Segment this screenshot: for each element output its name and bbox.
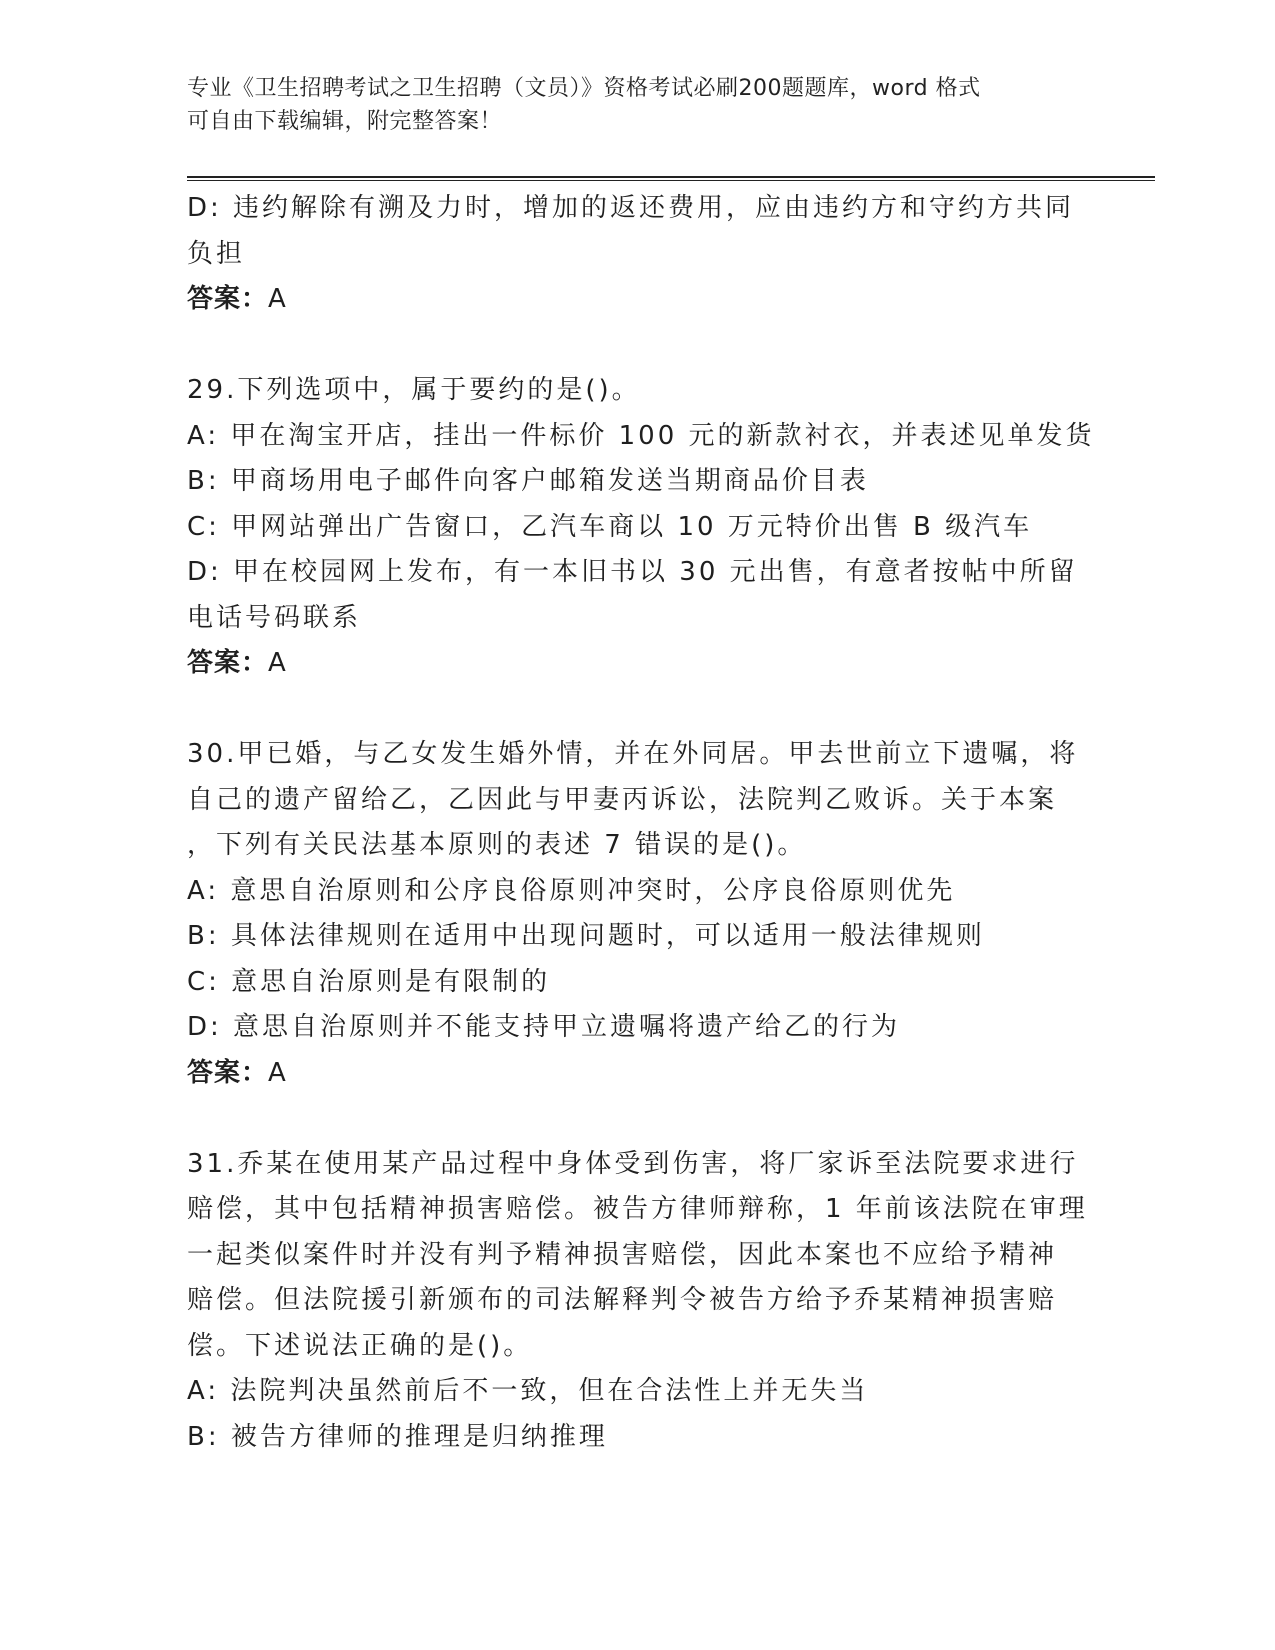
answer-value: A [268, 284, 287, 314]
option-b: B: 具体法律规则在适用中出现问题时，可以适用一般法律规则 [187, 921, 985, 951]
question-28-continued [187, 186, 1087, 323]
option-c: C: 甲网站弹出广告窗口，乙汽车商以 10 万元特价出售 B 级汽车 [187, 511, 1033, 542]
document-header [187, 72, 1087, 138]
option-c: C: 意思自治原则是有限制的 [187, 966, 551, 997]
option-a: A: 甲在淘宝开店，挂出一件标价 100 元的新款衬衣，并表述见单发货 [187, 420, 1095, 451]
answer-line [187, 1051, 1087, 1097]
option-a: A: 意思自治原则和公序良俗原则冲突时，公序良俗原则优先 [187, 875, 956, 906]
question-stem-line-3: ，下列有关民法基本原则的表述 7 错误的是()。 [187, 830, 807, 860]
question-stem-line-1: 30.甲已婚，与乙女发生婚外情，并在外同居。甲去世前立下遗嘱，将 [187, 739, 1079, 769]
question-stem-line-1: 31.乔某在使用某产品过程中身体受到伤害，将厂家诉至法院要求进行 [187, 1148, 1079, 1179]
spacer [187, 1096, 1087, 1142]
header-line-2: 可自由下载编辑，附完整答案！ [187, 109, 503, 134]
answer-line [187, 277, 1087, 323]
option-a: A: 法院判决虽然前后不一致，但在合法性上并无失当 [187, 1376, 869, 1406]
answer-value: A [268, 1057, 287, 1088]
question-stem-line-2: 自己的遗产留给乙，乙因此与甲妻丙诉讼，法院判乙败诉。关于本案 [187, 784, 1058, 815]
option-d-line-2: 电话号码联系 [187, 602, 362, 633]
option-d: D: 意思自治原则并不能支持甲立遗嘱将遗产给乙的行为 [187, 1012, 901, 1042]
question-31 [187, 1142, 1087, 1461]
answer-label: 答案： [187, 284, 269, 314]
option-d-line-1: D: 违约解除有溯及力时，增加的返还费用，应由违约方和守约方共同 [187, 193, 1075, 223]
document-body [187, 186, 1095, 1460]
option-d-line-2: 负担 [187, 238, 246, 269]
question-30 [187, 732, 1087, 1096]
option-b: B: 甲商场用电子邮件向客户邮箱发送当期商品价目表 [187, 466, 869, 496]
question-stem-line-2: 赔偿，其中包括精神损害赔偿。被告方律师辩称，1 年前该法院在审理 [187, 1194, 1088, 1224]
question-29 [187, 368, 1095, 687]
question-stem: 29.下列选项中，属于要约的是()。 [187, 375, 641, 405]
header-divider [187, 176, 1155, 181]
spacer [187, 687, 1087, 733]
answer-label: 答案： [187, 1057, 269, 1088]
spacer [187, 323, 1087, 369]
answer-label: 答案： [187, 648, 269, 678]
answer-line [187, 641, 1087, 687]
answer-value: A [268, 648, 287, 678]
question-stem-line-5: 偿。下述说法正确的是()。 [187, 1330, 533, 1361]
question-stem-line-3: 一起类似案件时并没有判予精神损害赔偿，因此本案也不应给予精神 [187, 1239, 1058, 1270]
question-stem-line-4: 赔偿。但法院援引新颁布的司法解释判令被告方给予乔某精神损害赔 [187, 1285, 1058, 1315]
option-d-line-1: D: 甲在校园网上发布，有一本旧书以 30 元出售，有意者按帖中所留 [187, 557, 1078, 587]
header-line-1: 专业《卫生招聘考试之卫生招聘（文员）》资格考试必刷200题题库，word 格式 [187, 76, 981, 101]
option-b: B: 被告方律师的推理是归纳推理 [187, 1421, 608, 1452]
